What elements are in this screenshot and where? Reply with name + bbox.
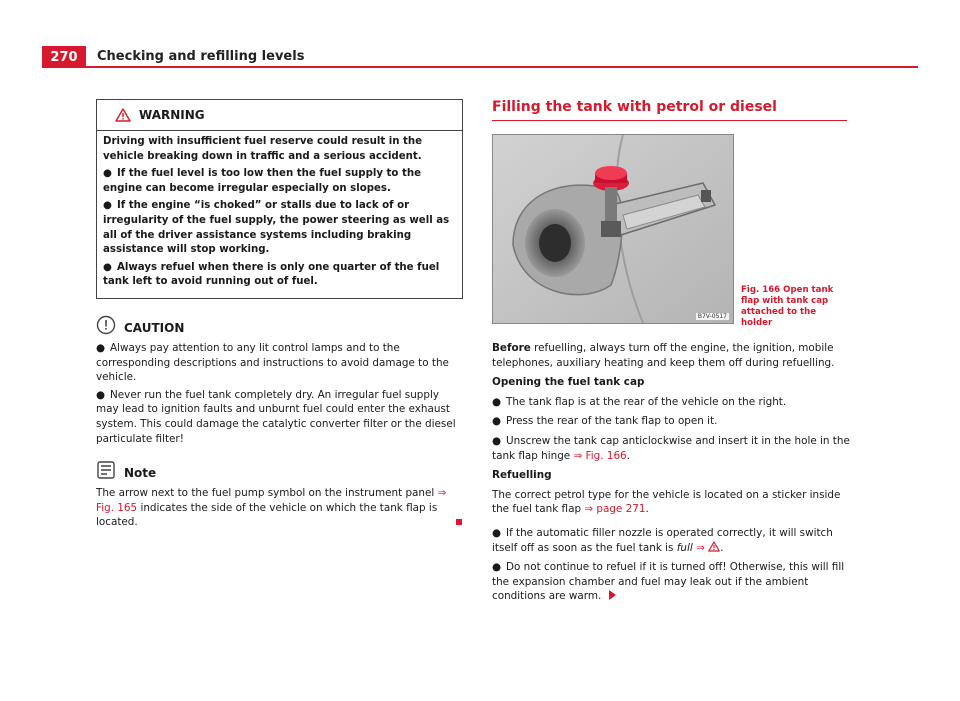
intro-paragraph: Before refuelling, always turn off the engine, the ignition, mobile telephones, auxiliary heating and keep them off during refuelling. (492, 342, 835, 369)
warning-paragraph: Driving with insufficient fuel reserve could result in the vehicle breaking down in traffic and a serious accident. (103, 136, 423, 162)
note-header (96, 460, 464, 480)
warning-header (97, 100, 462, 131)
section-end-marker (456, 519, 462, 525)
refuelling-text: The correct petrol type for the vehicle is located on a sticker inside the fuel tank flap ⇒ page 271. (492, 488, 841, 516)
figure (492, 134, 850, 329)
section-rule (492, 120, 847, 121)
left-column (96, 99, 464, 533)
opening-item: ● Press the rear of the tank flap to open it. (492, 415, 718, 428)
right-column (492, 99, 850, 609)
caution-circle-icon (96, 315, 116, 335)
tank-flap-photo (492, 134, 734, 324)
warning-link[interactable]: ⇒ (696, 541, 705, 554)
warning-triangle-icon (115, 108, 131, 122)
caution-header (96, 315, 464, 335)
note-icon (96, 460, 116, 480)
refuelling-heading: Refuelling (492, 469, 552, 482)
refuelling-item: ● Do not continue to refuel if it is turned off! Otherwise, this will fill the expansion chamber and fuel may leak out if the ambient conditions are warm. (492, 561, 845, 603)
warning-body (97, 131, 462, 298)
warning-triangle-icon (708, 541, 720, 552)
warning-bullet: ● If the fuel level is too low then the fuel supply to the engine can become irregular especially on slopes. (103, 168, 422, 194)
header-rule (86, 66, 918, 68)
tank-flap-illustration (493, 135, 733, 323)
note-body (96, 486, 464, 530)
note-text: The arrow next to the fuel pump symbol on the instrument panel ⇒ Fig. 165 indicates the side of the vehicle on which the tank flap is located. (96, 486, 464, 530)
continue-arrow-icon (609, 590, 616, 600)
warning-box (96, 99, 463, 299)
page-number: 270 (42, 46, 86, 68)
figure-caption: Fig. 166 Open tank flap with tank cap attached to the holder (741, 285, 834, 328)
caution-item: ● Never run the fuel tank completely dry. An irregular fuel supply may lead to ignition faults and unburnt fuel could enter the exhaust system. This could damage the catalytic converter filter or the diesel particulate filter! (96, 388, 456, 445)
opening-item: ● Unscrew the tank cap anticlockwise and insert it in the hole in the tank flap hinge ⇒ Fig. 166. (492, 434, 850, 462)
note-title: Note (124, 466, 157, 481)
caution-title: CAUTION (124, 320, 185, 335)
section-body (492, 341, 850, 604)
section-title: Filling the tank with petrol or diesel (492, 99, 777, 115)
note-figure-link[interactable]: ⇒ Fig. 165 (96, 487, 447, 514)
page-header-title: Checking and refilling levels (97, 49, 305, 64)
caution-body (96, 341, 464, 446)
figure-code: B7V-0517 (697, 313, 727, 320)
opening-heading: Opening the fuel tank cap (492, 376, 645, 389)
refuelling-item: ● If the automatic filler nozzle is operated correctly, it will switch itself off as soon as the fuel tank is full ⇒ . (492, 526, 833, 554)
figure-166-link[interactable]: ⇒ Fig. 166 (573, 449, 627, 462)
warning-bullet: ● Always refuel when there is only one quarter of the fuel tank left to avoid running out of fuel. (103, 261, 440, 288)
warning-title: WARNING (139, 108, 205, 122)
warning-bullet: ● If the engine “is choked” or stalls due to lack of or irregularity of the fuel supply, the power steering as well as all of the driver assistance systems including braking assistance will stop working. (103, 200, 450, 256)
opening-item: ● The tank flap is at the rear of the vehicle on the right. (492, 395, 787, 408)
caution-item: ● Always pay attention to any lit control lamps and to the corresponding descriptions and instructions to avoid damage to the vehicle. (96, 341, 449, 384)
page-271-link[interactable]: ⇒ page 271 (584, 503, 646, 516)
